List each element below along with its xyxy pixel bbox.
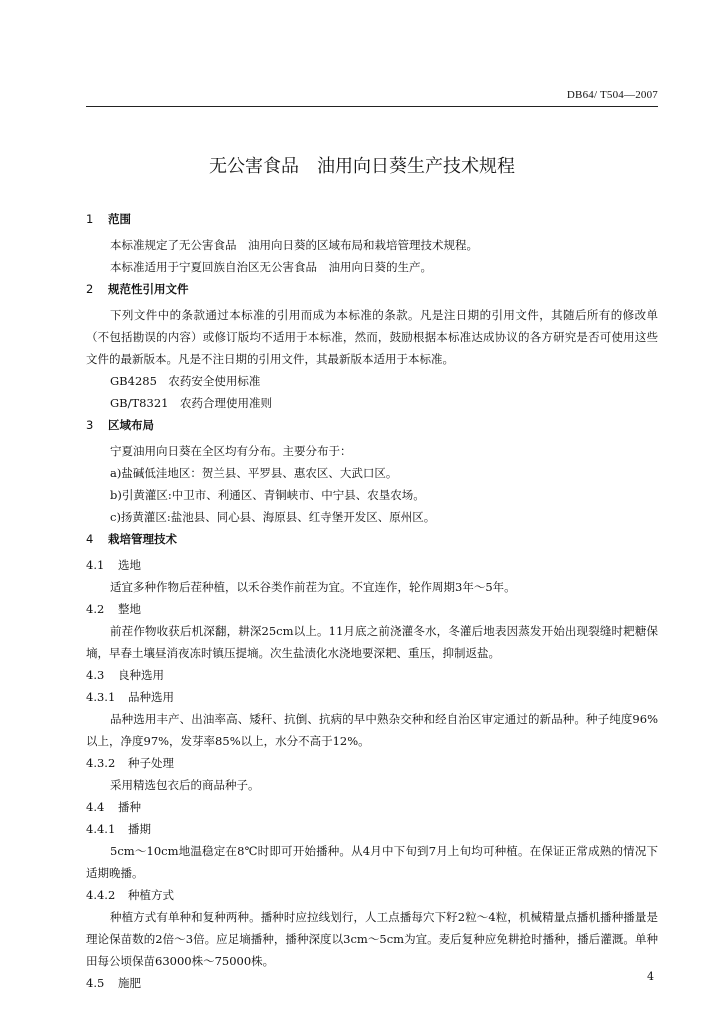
planting-method-paragraph: 种植方式有单种和复种两种。播种时应拉线划行，人工点播每穴下籽2粒～4粒，机械精量点播机播种播量是理论保苗数的2倍～3倍。应足墒播种，播种深度以3cm～5cm为宜。麦后复种应免耕抢时播种，播后灌溉。单种田每公顷保苗63000株～75000株。 xyxy=(86,910,658,968)
section-heading-1 xyxy=(86,208,658,230)
reference-item: GB/T8321 农药合理使用准则 xyxy=(110,396,272,410)
standard-code: DB64/ T504—2007 xyxy=(566,89,658,101)
seed-treatment-paragraph: 采用精选包衣后的商品种子。 xyxy=(110,778,260,792)
variety-selection-paragraph: 品种选用丰产、出油率高、矮秆、抗倒、抗病的早中熟杂交种和经自治区审定通过的新品种。种子纯度96%以上，净度97%，发芽率85%以上，水分不高于12%。 xyxy=(86,712,658,748)
subsection-number: 4.5 xyxy=(86,976,105,990)
section-number: 3 xyxy=(86,418,94,432)
distribution-item-a: a)盐碱低洼地区：贺兰县、平罗县、惠农区、大武口区。 xyxy=(110,466,398,480)
subsection-heading-4-4-1 xyxy=(86,818,658,840)
section-number: 1 xyxy=(86,212,94,226)
subsection-title: 良种选用 xyxy=(118,668,164,682)
section-number: 2 xyxy=(86,282,94,296)
section-title: 栽培管理技术 xyxy=(108,532,177,546)
subsection-title: 施肥 xyxy=(118,976,141,990)
subsection-title: 播种 xyxy=(118,800,141,814)
section-number: 4 xyxy=(86,532,94,546)
section-title: 范围 xyxy=(108,212,131,226)
subsection-heading-4-3-2 xyxy=(86,752,658,774)
subsection-heading-4-4 xyxy=(86,796,658,818)
document-title: 无公害食品 油用向日葵生产技术规程 xyxy=(209,156,515,177)
section-heading-3 xyxy=(86,414,658,436)
normative-reference-paragraph: 下列文件中的条款通过本标准的引用而成为本标准的条款。凡是注日期的引用文件，其随后所有的修改单（不包括勘误的内容）或修订版均不适用于本标准，然而，鼓励根据本标准达成协议的各方研究是否可使用这些文件的最新版本。凡是不注日期的引用文件，其最新版本适用于本标准。 xyxy=(86,308,658,366)
scope-line-1: 本标准规定了无公害食品 油用向日葵的区域布局和栽培管理技术规程。 xyxy=(110,238,478,252)
document-body xyxy=(86,208,658,994)
page-number: 4 xyxy=(647,970,654,983)
section-heading-4 xyxy=(86,528,658,550)
distribution-item-b: b)引黄灌区:中卫市、利通区、青铜峡市、中宁县、农垦农场。 xyxy=(110,488,425,502)
subsection-number: 4.4.2 xyxy=(86,888,116,902)
distribution-intro: 宁夏油用向日葵在全区均有分布。主要分布于： xyxy=(110,444,352,458)
subsection-title: 种子处理 xyxy=(128,756,174,770)
subsection-number: 4.4 xyxy=(86,800,105,814)
subsection-heading-4-3 xyxy=(86,664,658,686)
site-selection-paragraph: 适宜多种作物后茬种植，以禾谷类作前茬为宜。不宜连作，轮作周期3年～5年。 xyxy=(110,580,516,594)
subsection-number: 4.2 xyxy=(86,602,105,616)
subsection-title: 播期 xyxy=(128,822,151,836)
land-preparation-paragraph: 前茬作物收获后机深翻，耕深25cm以上。11月底之前浇灌冬水，冬灌后地表因蒸发开始出现裂缝时耙糖保墒，早春土壤昼消夜冻时镇压提墒。次生盐渍化水浇地要深耙、重压，抑制返盐。 xyxy=(86,624,658,660)
subsection-title: 种植方式 xyxy=(128,888,174,902)
subsection-number: 4.3 xyxy=(86,668,105,682)
subsection-heading-4-5 xyxy=(86,972,658,994)
subsection-number: 4.3.2 xyxy=(86,756,116,770)
subsection-number: 4.1 xyxy=(86,558,105,572)
scope-line-2: 本标准适用于宁夏回族自治区无公害食品 油用向日葵的生产。 xyxy=(110,260,432,274)
subsection-number: 4.3.1 xyxy=(86,690,116,704)
section-heading-2 xyxy=(86,278,658,300)
subsection-number: 4.4.1 xyxy=(86,822,116,836)
subsection-heading-4-1 xyxy=(86,554,658,576)
subsection-title: 选地 xyxy=(118,558,141,572)
reference-item: GB4285 农药安全使用标准 xyxy=(110,374,261,388)
subsection-heading-4-2 xyxy=(86,598,658,620)
subsection-heading-4-3-1 xyxy=(86,686,658,708)
subsection-heading-4-4-2 xyxy=(86,884,658,906)
subsection-title: 整地 xyxy=(118,602,141,616)
distribution-item-c: c)扬黄灌区:盐池县、同心县、海原县、红寺堡开发区、原州区。 xyxy=(110,510,436,524)
section-title: 规范性引用文件 xyxy=(108,282,189,296)
subsection-title: 品种选用 xyxy=(128,690,174,704)
sowing-date-paragraph: 5cm～10cm地温稳定在8℃时即可开始播种。从4月中下旬到7月上旬均可种植。在保证正常成熟的情况下适期晚播。 xyxy=(86,844,658,880)
header-rule xyxy=(86,106,658,107)
section-title: 区域布局 xyxy=(108,418,154,432)
